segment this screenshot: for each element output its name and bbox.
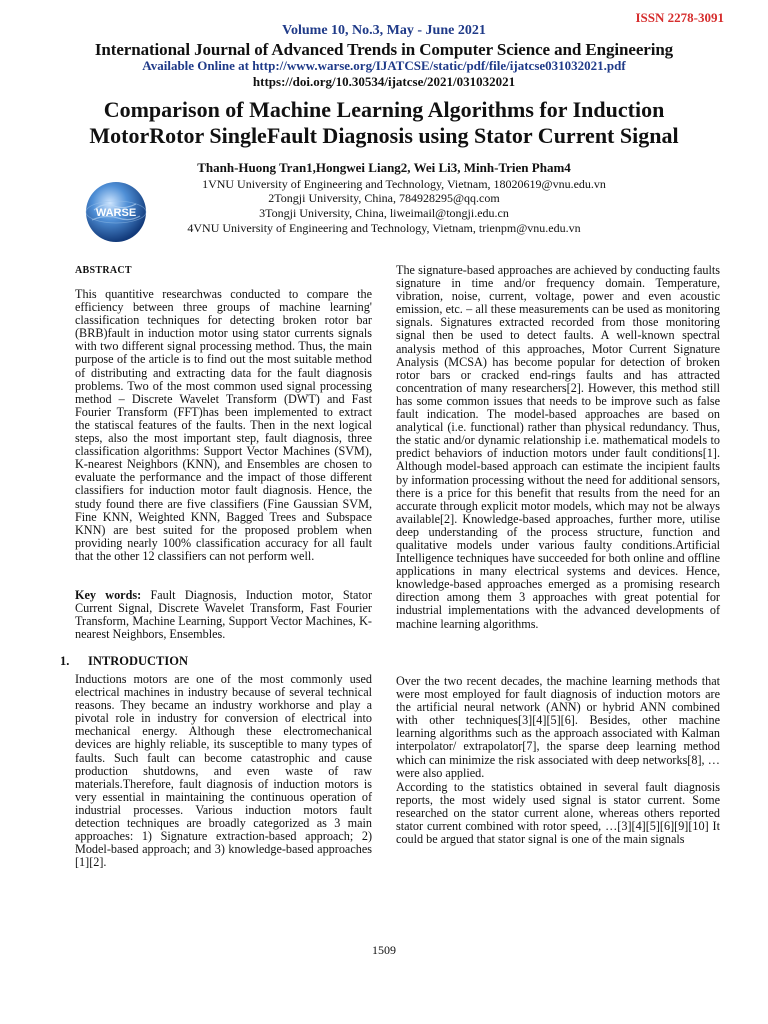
paper-title-line2: MotorRotor SingleFault Diagnosis using Stator Current Signal <box>89 123 679 148</box>
volume-line: Volume 10, No.3, May - June 2021 <box>282 23 486 38</box>
warse-globe-logo <box>84 180 148 244</box>
introduction-text: Inductions motors are one of the most commonly used electrical machines in industry because of several technical reasons. They became an industry workhorse and play a pivotal role in industry for conversion of electrical into mechanical energy. Although these electromechanical devices are highly reliable, its susceptible to many types of faults. Such fault can become catastrophic and cause production shutdowns, and even waste of raw materials.Therefore, fault diagnosis of induction motors is very essential in maintaining the continuous operation of industrial processes. Various induction motors fault detection techniques are broadly categorized as 3 main approaches: 1) Signature extraction-based approach; 2) Model-based approach; and 3) knowledge-based approaches [1][2]. <box>75 672 372 870</box>
page-number: 1509 <box>372 943 396 957</box>
keywords-label: Key words: <box>75 588 142 602</box>
affiliation-4: 4VNU University of Engineering and Technology, Vietnam, trienpm@vnu.edu.vn <box>187 221 581 235</box>
available-online-link[interactable]: Available Online at http://www.warse.org/IJATCSE/static/pdf/file/ijatcse031032021.pdf <box>142 58 626 73</box>
paper-title-line1: Comparison of Machine Learning Algorithms for Induction <box>103 97 665 122</box>
globe-icon <box>84 180 148 244</box>
right-paragraph-2: Over the two recent decades, the machine learning methods that were most employed for fault diagnosis of induction motors are the artificial neural network (ANN) or hybrid ANN combined with other techniques[3][4][5][6]. Besides, other machine learning algorithms such as the approach associated with Kalman interpolator/ extrapolator[7], the sparse deep learning method which can minimize the risk associated with deep networks[8], … were also applied. <box>396 674 720 780</box>
section-title: INTRODUCTION <box>88 654 189 668</box>
keywords-text: Fault Diagnosis, Induction motor, Stator Current Signal, Discrete Wavelet Transform, Fast Fourier Transform, Machine Learning, Support Vector Machines, K-nearest Neighbors, Ensembles. <box>75 588 372 642</box>
journal-title: International Journal of Advanced Trends in Computer Science and Engineering <box>94 40 674 59</box>
right-paragraph-1: The signature-based approaches are achieved by conducting faults signature in time and/or frequency domain. Temperature, vibration, noise, current, voltage, power and even acoustic emission, etc. – all these measurements can be used as monitoring signals. Signatures extracted recorded from those monitoring signal then be used to detect faults. A well-known spectral analysis method of this approaches, Motor Current Signature Analysis (MCSA) has become popular for detection of broken rotor bars or cracked end-rings faults and has attracted concentration of many researchers[2]. However, this method still has some common issues that needs to be improve such as false fault indication. The model-based approaches are based on analytical (i.e. functional) rather than physical redundancy. Thus, the static and/or dynamic relationship i.e. mathematical models to predict behaviors of induction motors under fault conditions[1]. Although model-based approach can estimate the incipient faults by information processing without the need for additional sensors, there is a price for this benefit that results from the need for an accurate through explicit motor models, which may not be always available[2]. Knowledge-based approaches, further more, utilise deep understanding of the process structure, function and qualitative models under various faulty conditions.Artificial Intelligence techniques have succeeded for both online and offline applications in many electrical systems and devices. Hence, knowledge-based approaches emerged as a promising research direction among them 3 approaches with great potential for industrial implementations with the advanced developments of machine learning algorithms. <box>396 263 720 631</box>
keywords-block <box>75 589 372 641</box>
affiliation-2: 2Tongji University, China, 784928295@qq.com <box>268 191 500 205</box>
abstract-text: This quantitive researchwas conducted to compare the efficiency between three groups of machine learning' classification techniques for detecting broken rotor bar (BRB)fault in induction motor using stator currents signals with two different signal processing method. Thus, the main purpose of the article is to find out the most suitable method of distributing and extracting data for the fault diagnosis problems. Two of the most common used signal processing method – Discrete Wavelet Transform (DWT) and Fast Fourier Transform (FFT)has been implemented to extract the statiscal features of the faults. Then in the next logical steps, also the most important step, fault diagnosis, three classification algorithms: Support Vector Machines (SVM), K-nearest Neighbors (KNN), and Ensembles are chosen to evaluate the performance and the impact of those different classifiers for induction motor fault diagnosis. Hence, the study found there are five classifiers (Fine Gaussian SVM, Fine KNN, Weighted KNN, Bagged Trees and Subspace KNN) are best suited for the proposed problem when providing nearly 100% classification accuracy for all fault that the other 12 classifiers can not perform well. <box>75 287 372 563</box>
doi-link[interactable]: https://doi.org/10.30534/ijatcse/2021/031032021 <box>252 74 516 89</box>
section-number: 1. <box>60 654 70 668</box>
introduction-heading <box>60 654 188 669</box>
logo-text: WARSE <box>95 207 137 219</box>
paper-title <box>0 97 768 149</box>
affiliation-3: 3Tongji University, China, liweimail@tongji.edu.cn <box>259 206 509 220</box>
issn-label: ISSN 2278-3091 <box>635 10 724 25</box>
abstract-heading: ABSTRACT <box>75 265 132 276</box>
author-list: Thanh-Huong Tran1,Hongwei Liang2, Wei Li3, Minh-Trien Pham4 <box>197 160 571 175</box>
affiliation-1: 1VNU University of Engineering and Technology, Vietnam, 18020619@vnu.edu.vn <box>202 177 606 191</box>
right-paragraph-3: According to the statistics obtained in several fault diagnosis reports, the most widely used signal is stator current. Some researched on the stator current alone, whereas others reported stator current combined with rotor speed, …[3][4][5][6][9][10] It could be argued that stator signal is one of the main signals <box>396 780 720 847</box>
